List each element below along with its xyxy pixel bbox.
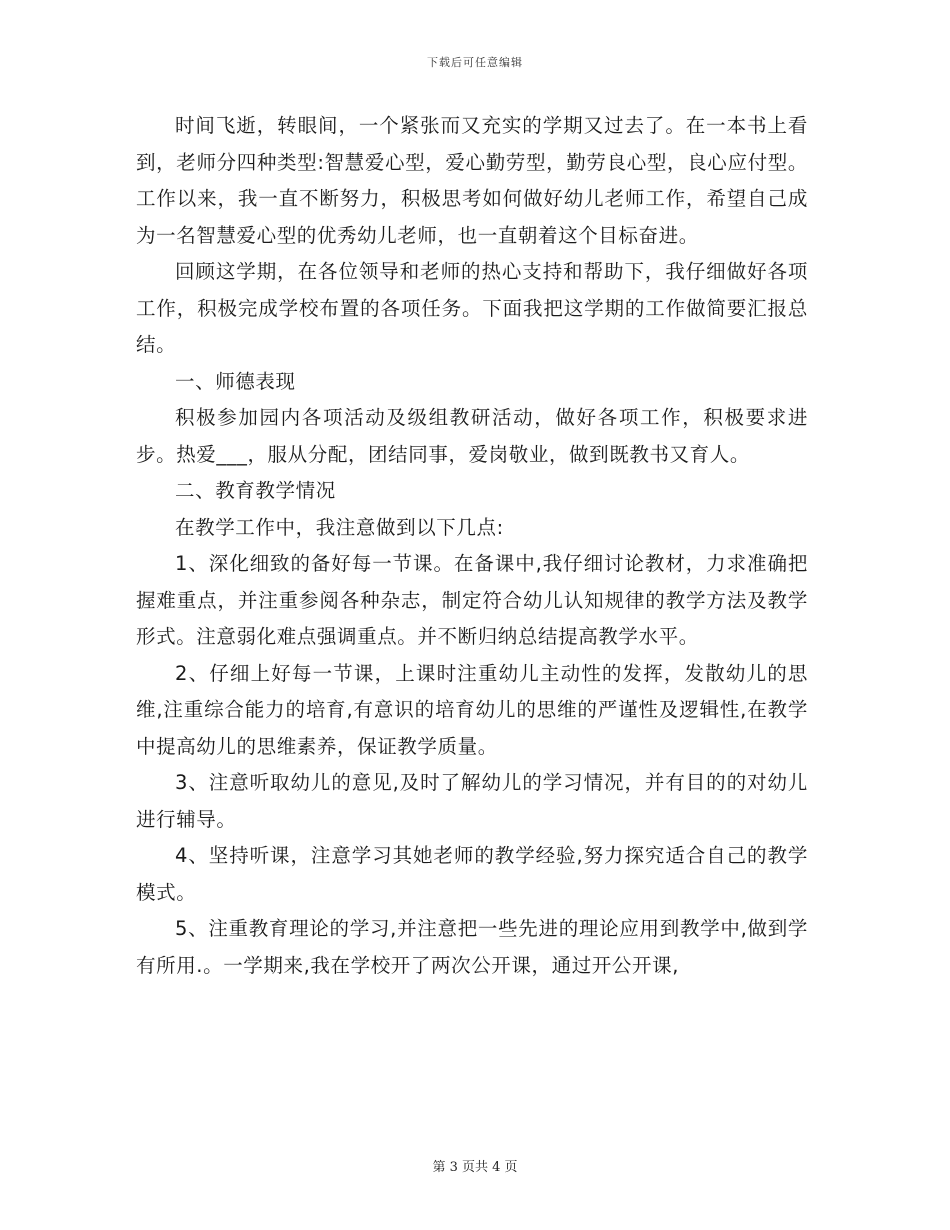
paragraph-teaching-intro: 在教学工作中，我注意做到以下几点: — [175, 515, 504, 539]
list-item-1: 1、深化细致的备好每一节课。在备课中,我仔细讨论教材，力求准确把握难重点，并注重参阅各种杂志，制定符合幼儿认知规律的教学方法及教学形式。注意弱化难点强调重点。并不断归纳总结提高教学水平。 — [136, 552, 808, 648]
paragraph-ethics: 积极参加园内各项活动及级组教研活动，做好各项工作，积极要求进步。热爱___，服从分配，团结同事，爱岗敬业，做到既教书又育人。 — [136, 406, 808, 466]
list-item-4: 4、坚持听课，注意学习其她老师的教学经验,努力探究适合自己的教学模式。 — [136, 844, 808, 904]
list-item-5: 5、注重教育理论的学习,并注意把一些先进的理论应用到教学中,做到学有所用.。一学期来,我在学校开了两次公开课，通过开公开课, — [136, 917, 808, 977]
section-heading-teaching: 二、教育教学情况 — [175, 479, 336, 502]
header-note: 下载后可任意编辑 — [427, 56, 523, 69]
document-body — [136, 108, 808, 984]
list-item-2: 2、仔细上好每一节课，上课时注重幼儿主动性的发挥，发散幼儿的思维,注重综合能力的培育,有意识的培育幼儿的思维的严谨性及逻辑性,在教学中提高幼儿的思维素养，保证教学质量。 — [136, 661, 808, 758]
paragraph-review: 回顾这学期，在各位领导和老师的热心支持和帮助下，我仔细做好各项工作，积极完成学校布置的各项任务。下面我把这学期的工作做简要汇报总结。 — [136, 260, 808, 356]
list-item-3: 3、注意听取幼儿的意见,及时了解幼儿的学习情况，并有目的的对幼儿进行辅导。 — [136, 771, 808, 831]
paragraph-intro: 时间飞逝，转眼间，一个紧张而又充实的学期又过去了。在一本书上看到，老师分四种类型:智慧爱心型，爱心勤劳型，勤劳良心型，良心应付型。工作以来，我一直不断努力，积极思考如何做好幼儿老师工作，希望自己成为一名智慧爱心型的优秀幼儿老师，也一直朝着这个目标奋进。 — [136, 114, 808, 247]
section-heading-ethics: 一、师德表现 — [175, 369, 296, 393]
page-number: 第 3 页共 4 页 — [432, 1160, 518, 1175]
